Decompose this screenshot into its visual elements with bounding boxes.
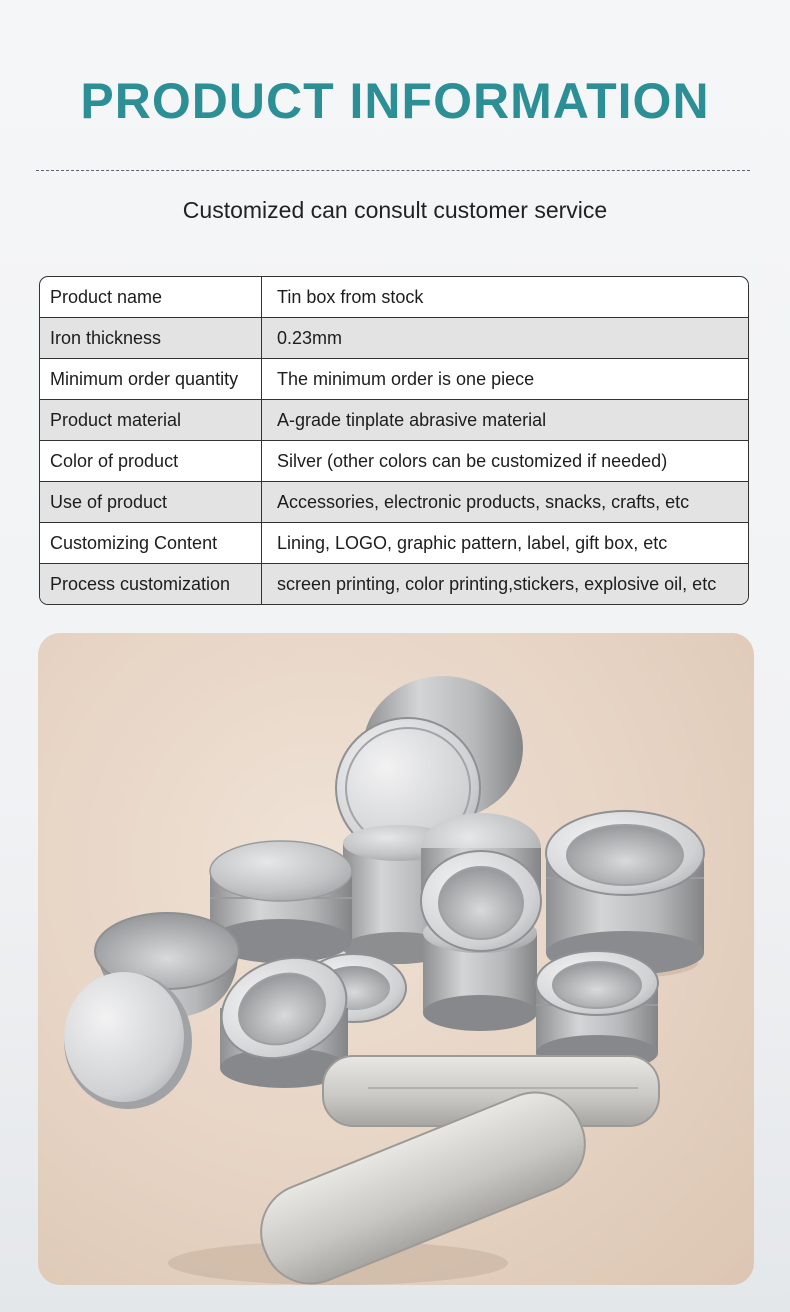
table-row [40,563,748,604]
dashed-divider [36,170,750,171]
row-value: Lining, LOGO, graphic pattern, label, gift box, etc [277,532,668,553]
table-row [40,399,748,440]
table-row [40,277,748,317]
row-value: The minimum order is one piece [277,368,535,389]
row-value: screen printing, color printing,stickers, explosive oil, etc [277,573,717,594]
row-label: Color of product [40,441,262,481]
table-row [40,317,748,358]
table-row [40,358,748,399]
row-label: Use of product [40,482,262,522]
tin-window-stack [421,813,541,1031]
spec-table [39,276,749,605]
table-row [40,481,748,522]
table-row [40,440,748,481]
tin-lid-flat [64,972,192,1109]
row-label: Process customization [40,564,262,604]
row-label: Customizing Content [40,523,262,563]
row-label: Minimum order quantity [40,359,262,399]
table-row [40,522,748,563]
row-label: Product material [40,400,262,440]
tin-window-small-right [536,951,658,1071]
row-value: Accessories, electronic products, snacks, crafts, etc [277,491,690,512]
row-label: Iron thickness [40,318,262,358]
page-title: PRODUCT INFORMATION [80,73,710,129]
row-value: Tin box from stock [277,286,424,307]
product-photo [38,633,754,1285]
tin-window-right [546,811,704,975]
row-value: 0.23mm [277,327,343,348]
subtitle: Customized can consult customer service [182,197,608,223]
row-label: Product name [40,277,262,317]
row-value: A-grade tinplate abrasive material [277,409,547,430]
row-value: Silver (other colors can be customized if needed) [277,450,668,471]
